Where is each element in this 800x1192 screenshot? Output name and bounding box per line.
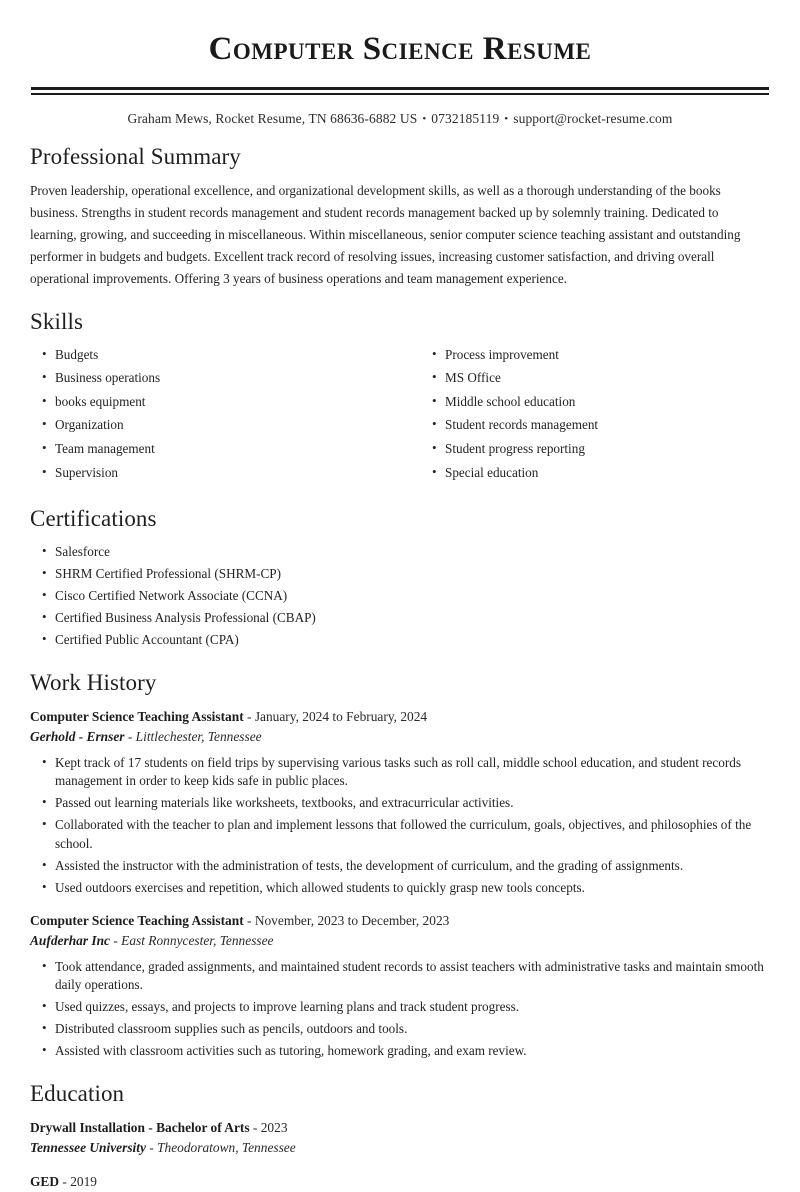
job-location: East Ronnycester, Tennessee (121, 932, 274, 948)
job-company-line (30, 727, 770, 747)
work-history-entry (30, 707, 770, 897)
education-year: 2019 (70, 1174, 97, 1190)
contact-separator-2: • (504, 112, 509, 125)
skills-column-right (400, 346, 770, 487)
education-school: Tennessee University (30, 1140, 146, 1156)
skills-columns (30, 346, 770, 487)
job-title-line (30, 707, 770, 727)
education-dash: - (249, 1120, 261, 1136)
contact-address: Graham Mews, Rocket Resume, TN 68636-6882 US (127, 110, 418, 126)
list-item: • Assisted with classroom activities such as tutoring, homework grading, and exam review. (30, 1042, 770, 1060)
list-item: • Special education (420, 464, 770, 482)
list-item: • Team management (30, 440, 400, 458)
job-title: Computer Science Teaching Assistant (30, 912, 244, 928)
list-item: • Certified Business Analysis Professional (CBAP) (30, 609, 770, 627)
job-bullets-list (30, 754, 770, 897)
divider-rule-bottom (31, 93, 769, 95)
header-divider (30, 87, 770, 95)
section-heading-summary: Professional Summary (30, 143, 241, 169)
list-item: • Kept track of 17 students on field trips by supervising various tasks such as roll call, middle school education, and student records management in order to keep kids safe in public places. (30, 754, 770, 790)
contact-separator-1: • (422, 112, 427, 125)
list-item: • Used quizzes, essays, and projects to improve learning plans and track student progress. (30, 998, 770, 1016)
job-company-line (30, 931, 770, 951)
list-item: • Student progress reporting (420, 440, 770, 458)
list-item: • books equipment (30, 393, 400, 411)
skills-list-right (420, 346, 770, 482)
list-item: • Used outdoors exercises and repetition, which allowed students to quickly grasp new tools concepts. (30, 879, 770, 897)
section-heading-certifications: Certifications (30, 506, 157, 532)
education-year: 2023 (260, 1120, 288, 1136)
job-dash: - (124, 729, 136, 745)
job-company: Aufderhar Inc (30, 932, 110, 948)
education-school-line (30, 1138, 770, 1158)
section-heading-skills: Skills (30, 308, 84, 334)
list-item: • Process improvement (420, 346, 770, 364)
job-title: Computer Science Teaching Assistant (30, 708, 244, 724)
list-item: • Cisco Certified Network Associate (CCNA) (30, 587, 770, 605)
job-dates: January, 2024 to February, 2024 (254, 708, 428, 724)
list-item: • Certified Public Accountant (CPA) (30, 631, 770, 649)
education-dash: - (145, 1140, 158, 1156)
job-title-line (30, 911, 770, 931)
section-work-history (30, 669, 770, 1060)
list-item: • Passed out learning materials like worksheets, textbooks, and extracurricular activities. (30, 794, 770, 812)
list-item: • Student records management (420, 416, 770, 434)
job-dash: - (243, 912, 255, 928)
education-entry (30, 1118, 770, 1158)
contact-email[interactable]: support@rocket-resume.com (513, 110, 673, 126)
page-title: Computer Science Resume (208, 31, 592, 67)
list-item: • Business operations (30, 369, 400, 387)
education-entry (30, 1172, 770, 1192)
list-item: • Salesforce (30, 543, 770, 561)
job-bullets-list (30, 958, 770, 1060)
list-item: • Organization (30, 416, 400, 434)
section-professional-summary (30, 143, 770, 290)
job-dates: November, 2023 to December, 2023 (254, 912, 450, 928)
section-education (30, 1080, 770, 1192)
section-certifications (30, 505, 770, 649)
list-item: • Budgets (30, 346, 400, 364)
skills-column-left (30, 346, 400, 487)
skills-list-left (30, 346, 400, 482)
list-item: • SHRM Certified Professional (SHRM-CP) (30, 565, 770, 583)
list-item: • Took attendance, graded assignments, and maintained student records to assist teachers with administrative tasks and maintain smooth daily operations. (30, 958, 770, 994)
section-skills (30, 308, 770, 487)
list-item: • Distributed classroom supplies such as pencils, outdoors and tools. (30, 1020, 770, 1038)
summary-paragraph: Proven leadership, operational excellence, and organizational development skills, as well as a thorough understanding of the books business. Strengths in student records management and student records management backed up by solemnly training. Dedicated to learning, growing, and succeeding in miscellaneous. Within miscellaneous, senior computer science teaching assistant and outstanding performer in budgets and budgets. Excellent track record of resolving issues, increasing customer satisfaction, and driving overall operational improvements. Offering 3 years of business operations and team management experience. (30, 183, 741, 286)
job-dash: - (243, 708, 255, 724)
job-dash: - (110, 932, 122, 948)
education-degree-line (30, 1118, 770, 1138)
contact-phone[interactable]: 0732185119 (431, 110, 500, 126)
list-item: • Middle school education (420, 393, 770, 411)
section-heading-work-history: Work History (30, 670, 157, 696)
job-company: Gerhold - Ernser (30, 729, 125, 745)
job-location: Littlechester, Tennessee (135, 729, 262, 745)
list-item: • Assisted the instructor with the administration of tests, the development of curriculum, and the grading of assignments. (30, 857, 770, 875)
list-item: • Supervision (30, 464, 400, 482)
education-degree: GED (30, 1174, 60, 1190)
education-location: Theodoratown, Tennessee (157, 1140, 296, 1156)
education-dash: - (59, 1174, 71, 1190)
education-degree: Drywall Installation - Bachelor of Arts (30, 1120, 250, 1136)
contact-line (30, 111, 770, 127)
section-heading-education: Education (30, 1081, 125, 1107)
list-item: • MS Office (420, 369, 770, 387)
certifications-list (30, 543, 770, 649)
education-degree-line (30, 1172, 770, 1192)
work-history-entry (30, 911, 770, 1061)
list-item: • Collaborated with the teacher to plan and implement lessons that followed the curriculum, goals, objectives, and philosophies of the school. (30, 816, 770, 852)
